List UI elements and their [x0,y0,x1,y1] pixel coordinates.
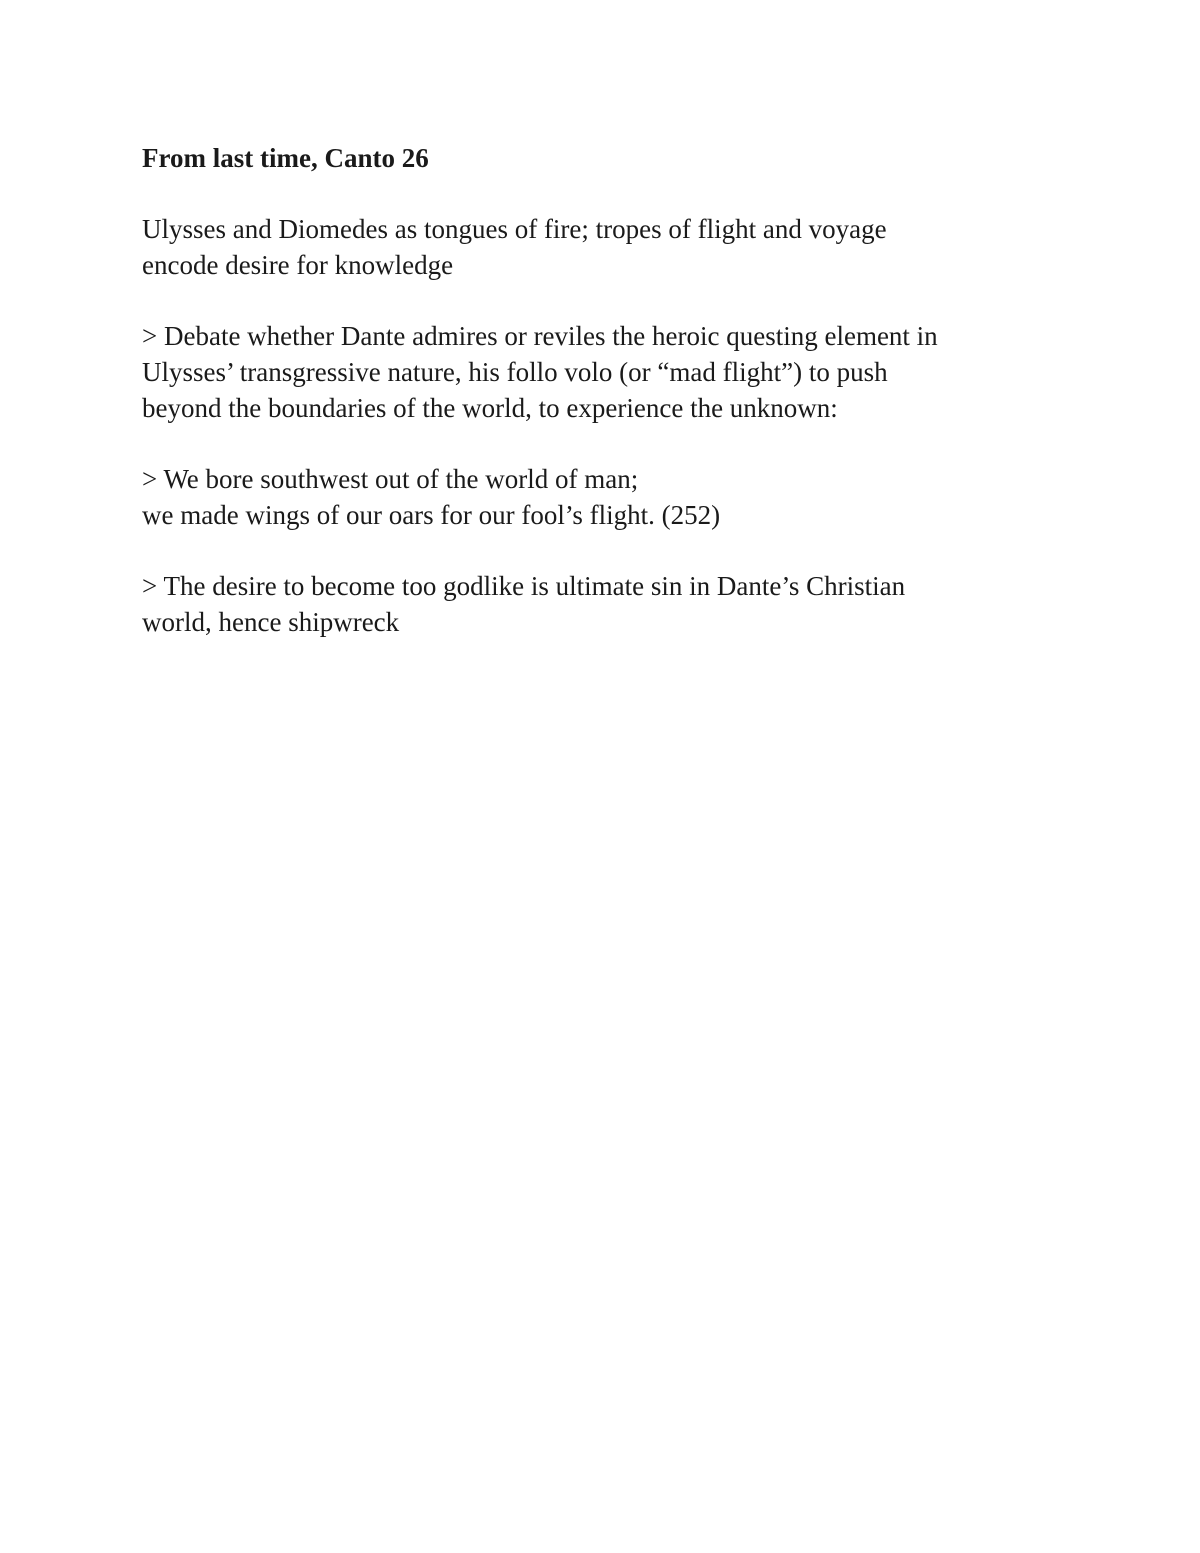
paragraph-line: Ulysses and Diomedes as tongues of fire; tropes of flight and voyage [142,214,887,244]
document-body [142,140,1062,675]
paragraph-line: beyond the boundaries of the world, to experience the unknown: [142,393,838,423]
quotation-line: > We bore southwest out of the world of man; [142,464,639,494]
quotation-line: we made wings of our oars for our fool’s flight. (252) [142,500,721,530]
document-heading: From last time, Canto 26 [142,143,429,173]
paragraph-line: > Debate whether Dante admires or reviles the heroic questing element in [142,321,938,351]
paragraph-line: encode desire for knowledge [142,250,454,280]
paragraph-debate [142,318,1062,426]
paragraph-ulysses-diomedes [142,211,1062,283]
paragraph-godlike-desire [142,568,1062,640]
paragraph-quotation [142,461,1062,533]
paragraph-line: Ulysses’ transgressive nature, his follo volo (or “mad flight”) to push [142,357,888,387]
paragraph-line: > The desire to become too godlike is ultimate sin in Dante’s Christian [142,571,906,601]
paragraph-line: world, hence shipwreck [142,607,400,637]
